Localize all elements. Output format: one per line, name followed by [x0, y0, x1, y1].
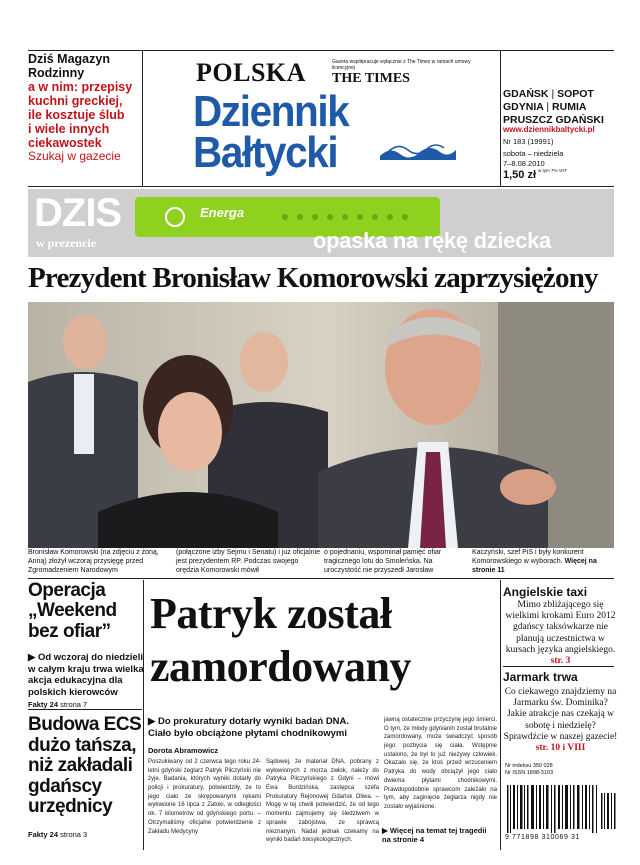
photo-illustration — [28, 302, 614, 548]
the-times-label: THE TIMES — [332, 71, 410, 86]
promo-line: Rodzinny — [28, 66, 85, 80]
waves-icon — [378, 140, 458, 162]
issn-number: Nr ISSN 1898-3103 — [505, 769, 553, 776]
section-name: Fakty 24 — [28, 830, 59, 839]
caption-2: (połączone izby Sejmu i Senatu) i już oficjalnie jest prezydentem RP. Podczas swojego orędzia Komorowski mówił — [176, 549, 320, 574]
story-taxi-body — [503, 600, 618, 667]
story-operacja-teaser — [28, 652, 146, 698]
price: 1,50 zł — [503, 169, 537, 181]
title-line: Operacja — [28, 580, 106, 601]
city: GDYNIA — [503, 101, 544, 114]
barcode-digits: 9 771898 310069 31 — [505, 834, 581, 841]
energa-logo: Energa — [200, 205, 245, 220]
issue-day: sobota – niedziela — [503, 149, 564, 158]
page-ref: str. 10 i VIII — [535, 743, 586, 754]
dzis-label: DZIS — [34, 191, 122, 235]
promo-line: i wiele innych — [28, 122, 110, 136]
caption-4 — [472, 549, 614, 575]
page-ref: str. 3 — [550, 656, 571, 667]
caption-4-text: Kaczyński, szef PiS i były konkurent Komorowskiego w wyborach. — [472, 549, 584, 565]
story-jarmark-title: Jarmark trwa — [503, 670, 578, 684]
w-prezencie-label: w prezencie — [36, 236, 97, 250]
more-page: na stronie 4 — [382, 835, 425, 845]
masthead-title-line2: Bałtycki — [193, 128, 338, 177]
index-number: Nr indeksu 350 028 — [505, 763, 553, 769]
main-headline: Prezydent Bronisław Komorowski zaprzysiężony — [28, 262, 598, 294]
title-line: urzędnicy — [28, 796, 113, 818]
caption-1: Bronisław Komorowski (na zdjęciu z żoną, Anną) złożył wczoraj przysięgę przed Zgromadzeniem Narodowym — [28, 549, 159, 574]
barcode-icon — [505, 785, 617, 835]
city: GDAŃSK — [503, 88, 549, 100]
promo-line: kuchni greckiej, — [28, 94, 123, 108]
city: PRUSZCZ GDAŃSKI — [503, 114, 604, 127]
issue-date: 7–8.08.2010 — [503, 159, 545, 168]
title-line: „Weekend — [28, 600, 117, 622]
title-line: Patryk został — [150, 589, 392, 638]
title-line: zamordowany — [150, 641, 411, 691]
the-times-logo — [332, 72, 410, 86]
triangle-icon: ▶ — [148, 716, 156, 727]
website-link[interactable]: www.dziennikbaltycki.pl — [503, 125, 595, 134]
lead-story-subtitle — [148, 716, 378, 741]
cities-list: GDAŃSK | SOPOT GDYNIA | RUMIA PRUSZCZ GDAŃSKI — [503, 88, 618, 127]
vat-note: w tym 7% VAT — [538, 168, 567, 173]
body-column-1: Poszukiwany od 2 czerwca tego roku 24-letni gdyński żeglarz Patryk Pilczyński nie żyje. Badania, których wyniki dotarły do policji i prokuratury, potwierdziły, że to jego ciało ze skrępowanymi rękami wyłowione 16 lipca z Zatoki, w odległości ok. 7 kilometrów od gdyńskiego portu. – Otrzymaliśmy oficjalne potwierdzenie z Zakładu Medycyny — [148, 759, 261, 835]
story-operacja-title — [28, 581, 144, 642]
title-line: bez ofiar” — [28, 620, 111, 642]
page-number: strona 3 — [60, 830, 88, 839]
city: RUMIA — [552, 101, 587, 114]
city: SOPOT — [557, 88, 594, 100]
issue-number: Nr 183 (19991) — [503, 137, 554, 146]
story-taxi-title: Angielskie taxi — [503, 585, 588, 599]
body-text: Mimo zbliżającego się wielkimi krokami Euro 2012 gdańscy taksówkarze nie planują uczestnictwa w kursach języka angielskiego. — [505, 600, 616, 655]
title-line: niż zakładali — [28, 755, 133, 777]
main-photo — [28, 302, 614, 548]
caption-4-ref: Więcej na stronie 11 — [472, 557, 597, 574]
promo-line: ciekawostek — [28, 136, 102, 150]
title-line: gdańscy — [28, 775, 102, 797]
more-text: Więcej na temat tej tragedii — [389, 826, 487, 835]
promo-line: Szukaj w gazecie — [28, 149, 121, 163]
polska-logo: POLSKA — [196, 58, 306, 87]
title-line: Budowa ECS — [28, 714, 142, 735]
story-budowa-title — [28, 715, 148, 818]
lead-story-title — [150, 588, 500, 694]
promo-line: ile kosztuje ślub — [28, 108, 125, 122]
promo-box — [28, 52, 136, 163]
subtitle-line: Ciało było obciążone płytami chodnikowymi — [148, 728, 348, 740]
author: Dorota Abramowicz — [148, 746, 219, 755]
page-ref — [28, 830, 87, 839]
subtitle-line: Do prokuratury dotarły wyniki badań DNA. — [157, 716, 350, 727]
body-column-2: Sądowej, że materiał DNA, pobrany z wyłowionych z morza zwłok, należy do Patryka Pilczyńskiego z Gdyni – mówi Ewa Burdzińska, zastępca szefa Prokuratury Rejonowej Gdańsk Oliwa. – Mogę w tej chwili potwierdzić, że od tego momentu zajmujemy się śledztwem w sprawie zabójstwa, ze sprawcą nieznanym. Nadal jednak czekamy na wyniki badań toksykologicznych. — [266, 759, 379, 844]
section-name: Fakty 24 — [28, 700, 59, 709]
licence-note: Gazeta współpracuje wyłącznie z The Times w ramach umowy licencyjnej — [332, 59, 471, 71]
triangle-icon: ▶ — [382, 826, 388, 835]
teaser-text: Od wczoraj do niedzieli w całym kraju trwa wielka akcja edukacyjna dla polskich kierowców — [28, 652, 144, 698]
caption-3: o pojednaniu, wspominał pamięć ofiar tragicznego lotu do Smoleńska. Na uroczystość nie przyszedł Jarosław — [324, 549, 442, 574]
body-text: Co ciekawego znajdziemy na Jarmarku św. Dominika? Jakie atrakcje nas czekają w sobotę i niedzielę? Sprawdźcie w naszej gazecie! — [503, 687, 618, 742]
triangle-icon: ▶ — [28, 652, 36, 663]
masthead-title-line1: Dziennik — [193, 87, 349, 136]
page-number: strona 7 — [60, 700, 88, 709]
more-link[interactable] — [382, 826, 492, 845]
page-ref — [28, 700, 87, 709]
banner-slogan: opaska na rękę dziecka — [313, 228, 551, 253]
promo-line: a w nim: przepisy — [28, 80, 133, 94]
promo-line: Dziś Magazyn — [28, 52, 110, 66]
body-column-3: jawną ostatecznie przyczynę jego śmierci. O tym, że młody gdynianin został brutalnie zamordowany, może świadczyć sposób jego pozbycia się ciała. Wstępnie ustalono, że był to już nieżywy człowiek. Okazało się, że ktoś przed wrzuceniem Patryka do wody obciążył jego ciało dwiema płytami chodnikowymi. Prawdopodobnie sprawcom zależało na tym, aby zaginięcie żeglarza nigdy nie zostało wyjaśnione. — [384, 717, 497, 810]
title-line: dużo tańsza, — [28, 734, 137, 756]
story-jarmark-body — [503, 687, 618, 754]
index-info — [505, 763, 553, 776]
